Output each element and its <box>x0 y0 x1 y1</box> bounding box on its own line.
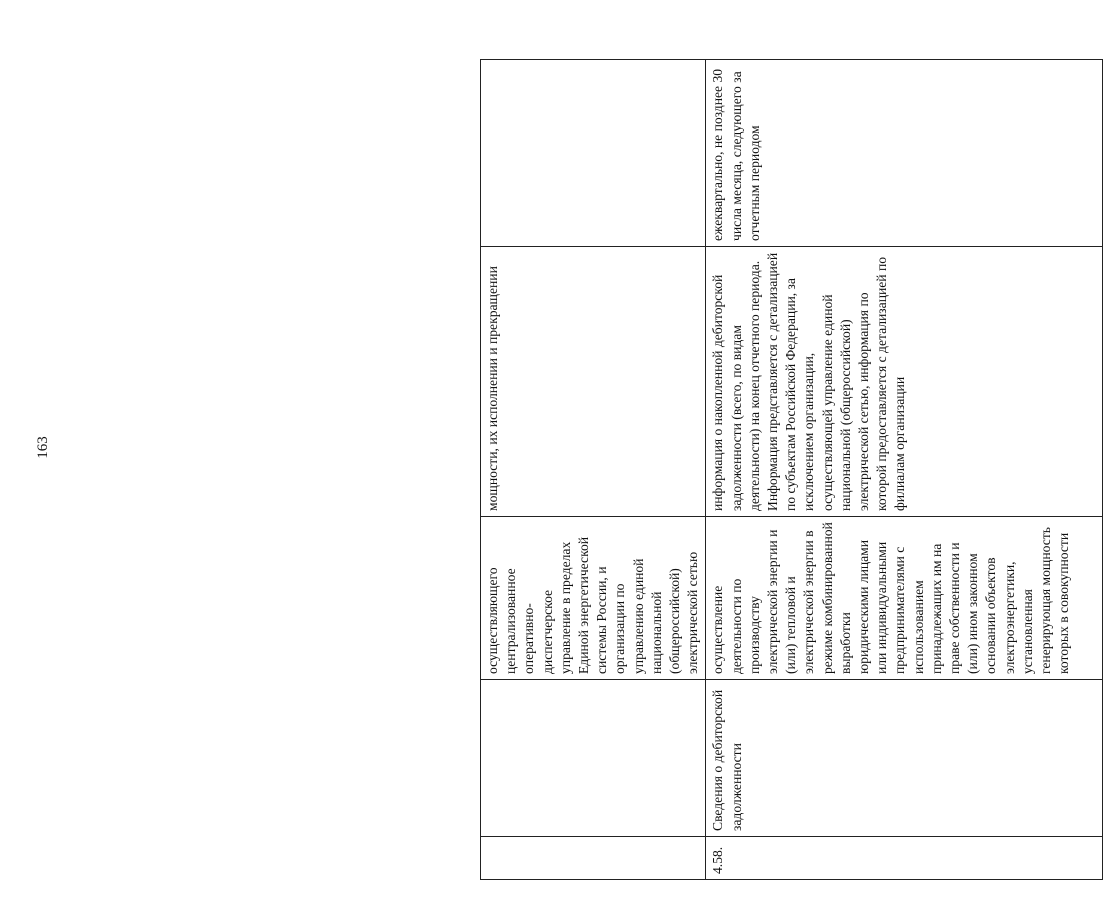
table-row <box>481 60 706 880</box>
row-number-cell: 4.58. <box>706 837 1103 880</box>
item-name-cell <box>481 680 706 837</box>
content-cell: информация о накопленной дебиторской задолженности (всего, по видам деятельности) на конец отчетного периода. Информация представляется с детализацией по субъектам Российской Федерации, за исключением организации, осуществляющей управление единой национальной (общероссийской) электрической сетью, информация по которой предоставляется с детализацией по филиалам организации <box>706 247 1103 517</box>
row-number-cell <box>481 837 706 880</box>
rotated-table-wrapper <box>480 60 1072 880</box>
item-name-cell: Сведения о дебиторской задолженности <box>706 680 1103 837</box>
page-number: 163 <box>34 436 51 459</box>
content-cell: мощности, их исполнении и прекращении <box>481 247 706 517</box>
table-row <box>706 60 1103 880</box>
provider-cell: осуществление деятельности по производству электрической энергии и (или) тепловой и электрической энергии в режиме комбинированной выработки юридическими лицами или индивидуальными предпринимателями с использованием принадлежащих им на праве собственности и (или) ином законном основании объектов электроэнергетики, установленная генерирующая мощность которых в совокупности <box>706 517 1103 680</box>
period-cell: ежеквартально, не позднее 30 числа месяца, следующего за отчетным периодом <box>706 60 1103 247</box>
regulation-table <box>480 59 1103 880</box>
period-cell <box>481 60 706 247</box>
provider-cell: осуществляющего централизованное оперативно-диспетчерское управление в пределах Единой энергетической системы России, и организации по управлению единой национальной (общероссийской) электрической сетью <box>481 517 706 680</box>
